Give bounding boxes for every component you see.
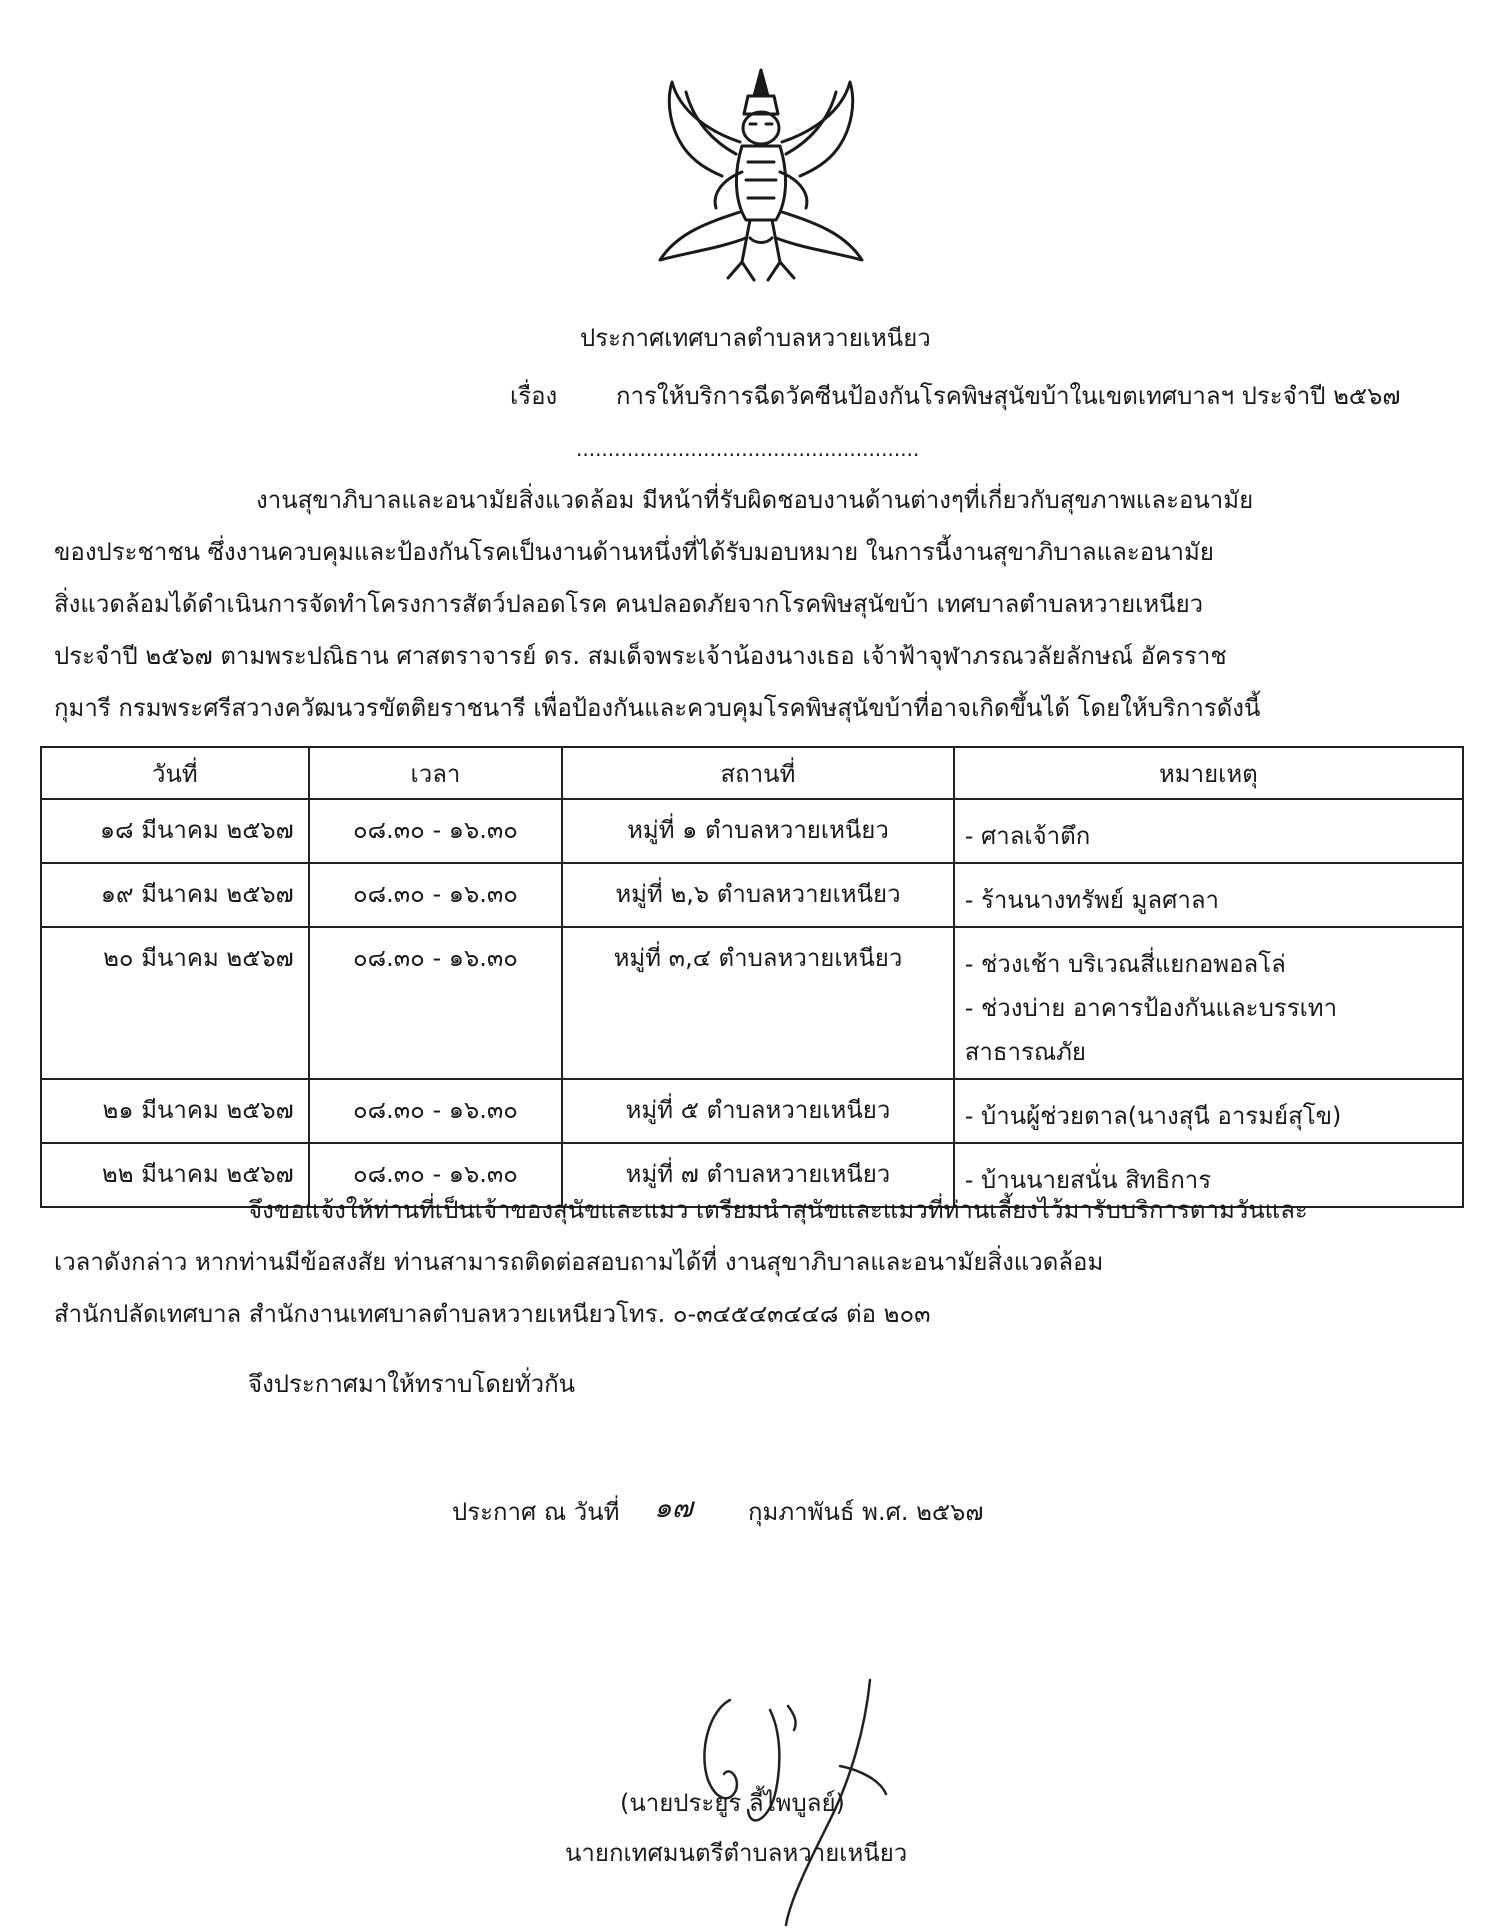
time-cell: ๐๘.๓๐ - ๑๖.๓๐ [309,1079,563,1143]
time-cell: ๐๘.๓๐ - ๑๖.๓๐ [309,927,563,1079]
announcement-title: ประกาศเทศบาลตำบลหวายเหนียว [580,324,931,352]
intro-line: สิ่งแวดล้อมได้ดำเนินการจัดทำโครงการสัตว์ปลอดโรค คนปลอดภัยจากโรคพิษสุนัขบ้า เทศบาลตำบลหวายเหนียว [54,590,1204,618]
dateline-rest: กุมภาพันธ์ พ.ศ. ๒๕๖๗ [748,1498,984,1526]
notice-line: สำนักปลัดเทศบาล สำนักงานเทศบาลตำบลหวายเหนียวโทร. ๐-๓๔๕๔๓๔๔๘ ต่อ ๒๐๓ [54,1300,931,1328]
column-header-place: สถานที่ [562,747,953,799]
time-cell: ๐๘.๓๐ - ๑๖.๓๐ [309,1143,563,1207]
subject-label: เรื่อง [510,382,558,410]
table-header-row [41,747,1463,799]
intro-line: ของประชาชน ซึ่งงานควบคุมและป้องกันโรคเป็นงานด้านหนึ่งที่ได้รับมอบหมาย ในการนี้งานสุขาภิบาลและอนามัย [54,538,1214,566]
signatory-name: (นายประยูร ลี้ไพบูลย์) [620,1789,845,1817]
place-cell: หมู่ที่ ๓,๔ ตำบลหวายเหนียว [562,927,953,1079]
column-header-date: วันที่ [41,747,309,799]
date-cell: ๑๘ มีนาคม ๒๕๖๗ [41,799,309,863]
dateline-day: ๑๗ [654,1491,693,1524]
table-row [41,927,1463,1079]
note-text: - บ้านนายสนั่น สิทธิการ [964,1166,1212,1194]
notes-cell [954,927,1463,1079]
dateline-prefix: ประกาศ ณ วันที่ [452,1498,620,1526]
notice-line: เวลาดังกล่าว หากท่านมีข้อสงสัย ท่านสามารถติดต่อสอบถามได้ที่ งานสุขาภิบาลและอนามัยสิ่งแวดล้อม [54,1248,1104,1276]
note-text: - ช่วงบ่าย อาคารป้องกันและบรรเทา [964,994,1338,1022]
note-text: สาธารณภัย [964,1038,1086,1066]
date-cell: ๒๒ มีนาคม ๒๕๖๗ [41,1143,309,1207]
note-text: - ร้านนางทรัพย์ มูลศาลา [964,886,1220,914]
place-cell: หมู่ที่ ๗ ตำบลหวายเหนียว [562,1143,953,1207]
time-cell: ๐๘.๓๐ - ๑๖.๓๐ [309,799,563,863]
notes-cell [954,863,1463,927]
table-row [41,1079,1463,1143]
vaccination-schedule-table [40,746,1464,1208]
date-cell: ๒๑ มีนาคม ๒๕๖๗ [41,1079,309,1143]
column-header-notes: หมายเหตุ [954,747,1463,799]
garuda-emblem-icon [650,62,872,294]
subject-text: การให้บริการฉีดวัคซีนป้องกันโรคพิษสุนัขบ้าในเขตเทศบาลฯ ประจำปี ๒๕๖๗ [616,382,1401,410]
table-row [41,799,1463,863]
notice-line: จึงขอแจ้งให้ท่านที่เป็นเจ้าของสุนัขและแมว เตรียมนำสุนัขและแมวที่ท่านเลี้ยงไว้มารับบริการตามวันและ [248,1196,1308,1224]
dotted-separator: ...................................................... [576,437,920,461]
note-text: - ช่วงเช้า บริเวณสี่แยกอพอลโล่ [964,950,1286,978]
note-text: - ศาลเจ้าตึก [964,822,1091,850]
intro-line: ประจำปี ๒๕๖๗ ตามพระปณิธาน ศาสตราจารย์ ดร. สมเด็จพระเจ้าน้องนางเธอ เจ้าฟ้าจุฬาภรณวลัยลักษณ์ อัครราช [54,642,1227,670]
column-header-time: เวลา [309,747,563,799]
signatory-position: นายกเทศมนตรีตำบลหวายเหนียว [565,1839,908,1867]
place-cell: หมู่ที่ ๒,๖ ตำบลหวายเหนียว [562,863,953,927]
closing-statement: จึงประกาศมาให้ทราบโดยทั่วกัน [248,1370,576,1398]
date-cell: ๑๙ มีนาคม ๒๕๖๗ [41,863,309,927]
intro-line: กุมารี กรมพระศรีสวางควัฒนวรขัตติยราชนารี เพื่อป้องกันและควบคุมโรคพิษสุนัขบ้าที่อาจเกิดขึ้นได้ โดยให้บริการดังนี้ [54,694,1261,722]
time-cell: ๐๘.๓๐ - ๑๖.๓๐ [309,863,563,927]
notes-cell [954,799,1463,863]
notes-cell [954,1079,1463,1143]
date-cell: ๒๐ มีนาคม ๒๕๖๗ [41,927,309,1079]
place-cell: หมู่ที่ ๕ ตำบลหวายเหนียว [562,1079,953,1143]
intro-line: งานสุขาภิบาลและอนามัยสิ่งแวดล้อม มีหน้าที่รับผิดชอบงานด้านต่างๆที่เกี่ยวกับสุขภาพและอนามัย [256,486,1254,514]
table-row [41,863,1463,927]
note-text: - บ้านผู้ช่วยตาล(นางสุนี อารมย์สุโข) [964,1102,1342,1130]
place-cell: หมู่ที่ ๑ ตำบลหวายเหนียว [562,799,953,863]
